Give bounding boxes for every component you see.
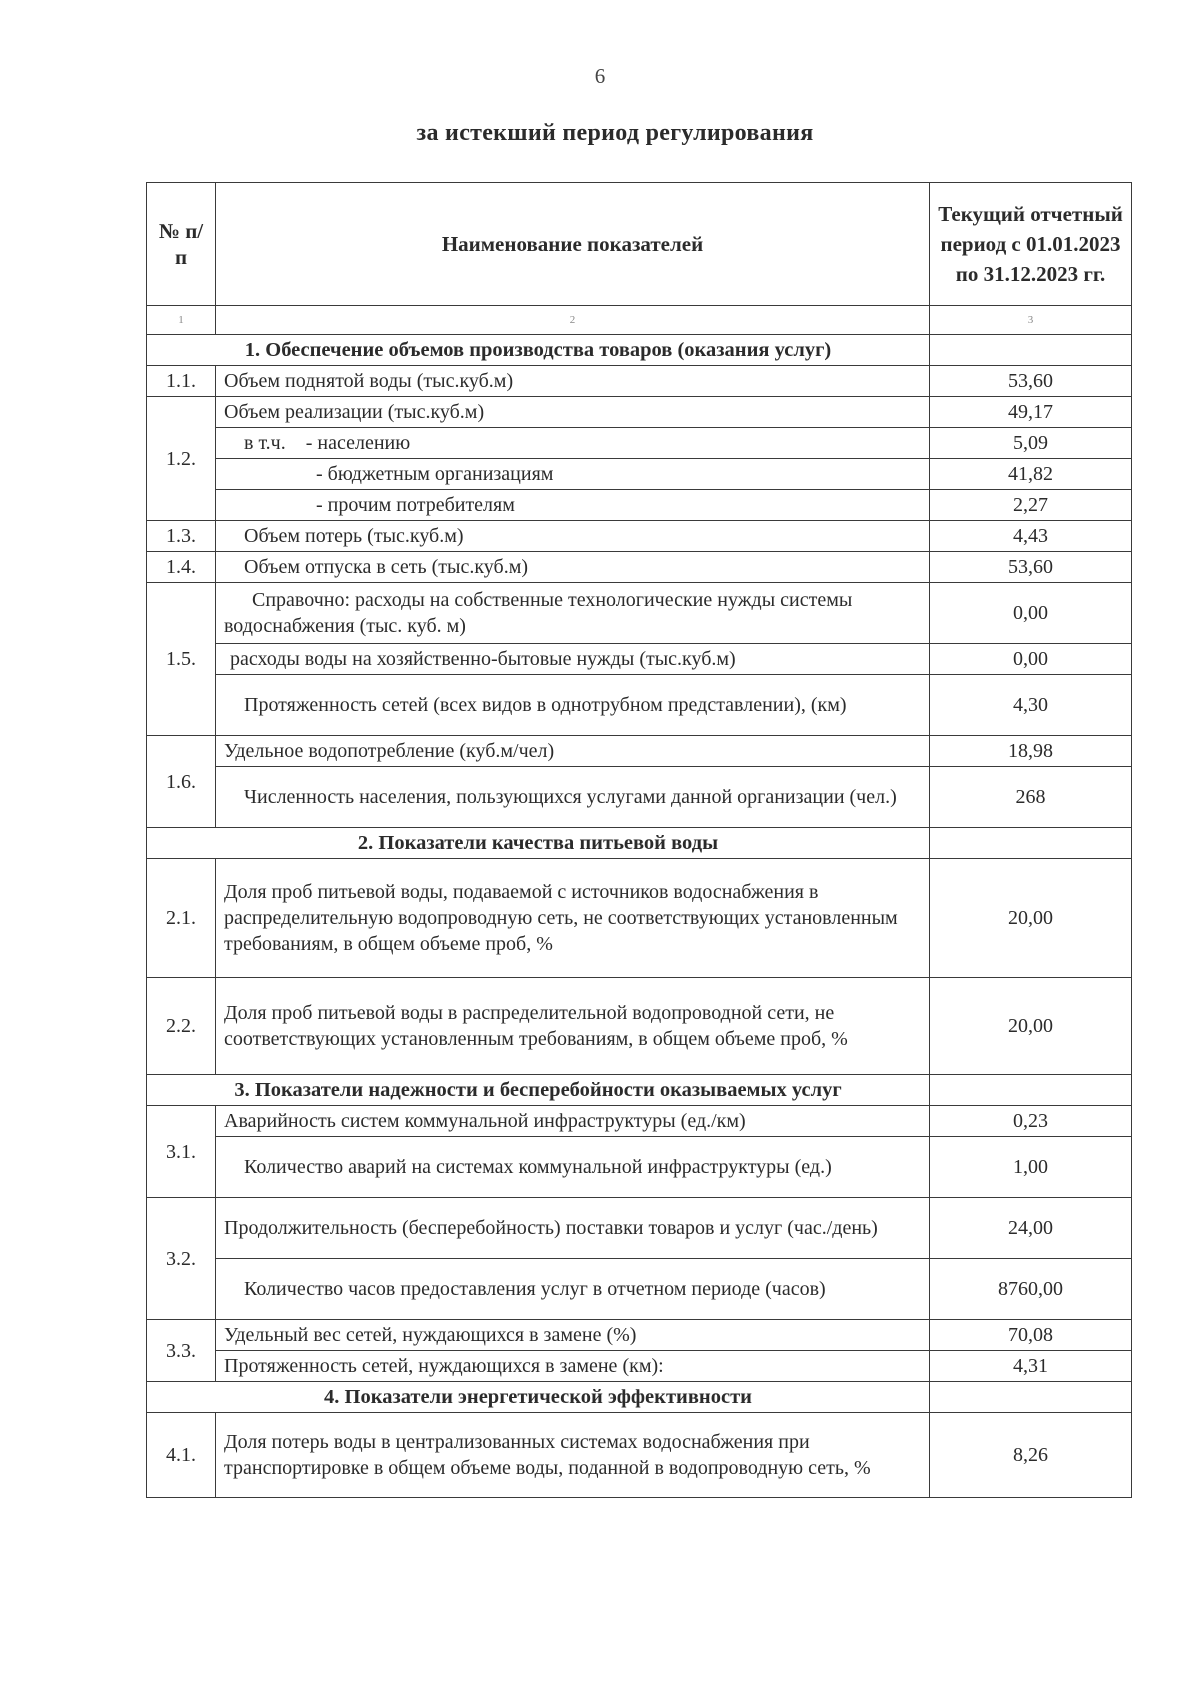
row-name: Объем отпуска в сеть (тыс.куб.м) [216, 552, 930, 583]
empty-cell [930, 828, 1132, 859]
row-value: 53,60 [930, 366, 1132, 397]
row-name: Продолжительность (бесперебойность) поставки товаров и услуг (час./день) [216, 1198, 930, 1259]
table-row [147, 459, 1132, 490]
page-number: 6 [594, 64, 606, 88]
table-header-row [147, 183, 1132, 306]
row-value: 8760,00 [930, 1259, 1132, 1320]
row-name: Удельный вес сетей, нуждающихся в замене (%) [216, 1320, 930, 1351]
table-row [147, 490, 1132, 521]
row-value: 0,00 [930, 583, 1132, 644]
row-name: Численность населения, пользующихся услугами данной организации (чел.) [216, 767, 930, 828]
row-value: 20,00 [930, 859, 1132, 978]
row-value: 18,98 [930, 736, 1132, 767]
row-num: 3.2. [147, 1198, 216, 1320]
table-row [147, 675, 1132, 736]
row-num: 2.1. [147, 859, 216, 978]
row-num: 1.5. [147, 583, 216, 736]
section-row [147, 335, 1132, 366]
document-heading: за истекший период регулирования [416, 120, 814, 146]
column-index-row [147, 306, 1132, 335]
table-row [147, 859, 1132, 978]
row-name: Удельное водопотребление (куб.м/чел) [216, 736, 930, 767]
row-name: Объем поднятой воды (тыс.куб.м) [216, 366, 930, 397]
row-value: 53,60 [930, 552, 1132, 583]
row-value: 41,82 [930, 459, 1132, 490]
empty-cell [930, 1075, 1132, 1106]
column-index: 1 [147, 306, 216, 335]
row-value: 268 [930, 767, 1132, 828]
row-num: 2.2. [147, 978, 216, 1075]
row-name: в т.ч. - населению [216, 428, 930, 459]
table-row [147, 736, 1132, 767]
row-num: 3.3. [147, 1320, 216, 1382]
section-row [147, 828, 1132, 859]
indicators-table [146, 182, 1132, 1498]
row-num: 1.6. [147, 736, 216, 828]
row-value: 5,09 [930, 428, 1132, 459]
row-value: 20,00 [930, 978, 1132, 1075]
table-row [147, 366, 1132, 397]
header-num: № п/п [147, 183, 216, 306]
row-num: 1.1. [147, 366, 216, 397]
table-row [147, 1351, 1132, 1382]
row-name: Объем реализации (тыс.куб.м) [216, 397, 930, 428]
table-row [147, 1106, 1132, 1137]
row-value: 70,08 [930, 1320, 1132, 1351]
table-row [147, 767, 1132, 828]
table-row [147, 428, 1132, 459]
column-index: 3 [930, 306, 1132, 335]
row-num: 4.1. [147, 1413, 216, 1498]
row-value: 8,26 [930, 1413, 1132, 1498]
row-name: Доля проб питьевой воды, подаваемой с источников водоснабжения в распределительную водопроводную сеть, не соответствующих установленным требованиям, в общем объеме проб, % [216, 859, 930, 978]
section-title: 4. Показатели энергетической эффективности [147, 1382, 930, 1413]
row-num: 1.4. [147, 552, 216, 583]
row-name: Количество часов предоставления услуг в отчетном периоде (часов) [216, 1259, 930, 1320]
row-name: расходы воды на хозяйственно-бытовые нужды (тыс.куб.м) [216, 644, 930, 675]
row-name: Доля проб питьевой воды в распределительной водопроводной сети, не соответствующих установленным требованиям, в общем объеме проб, % [216, 978, 930, 1075]
row-num: 1.3. [147, 521, 216, 552]
row-num: 1.2. [147, 397, 216, 521]
table-row [147, 1137, 1132, 1198]
table-row [147, 1413, 1132, 1498]
row-name: Количество аварий на системах коммунальной инфраструктуры (ед.) [216, 1137, 930, 1198]
row-num: 3.1. [147, 1106, 216, 1198]
table-row [147, 978, 1132, 1075]
row-name: - бюджетным организациям [216, 459, 930, 490]
row-name: Протяженность сетей (всех видов в однотрубном представлении), (км) [216, 675, 930, 736]
row-name: - прочим потребителям [216, 490, 930, 521]
section-title: 2. Показатели качества питьевой воды [147, 828, 930, 859]
table-row [147, 521, 1132, 552]
row-value: 4,31 [930, 1351, 1132, 1382]
row-value: 2,27 [930, 490, 1132, 521]
row-name: Объем потерь (тыс.куб.м) [216, 521, 930, 552]
table-row [147, 644, 1132, 675]
table-row [147, 583, 1132, 644]
table-row [147, 397, 1132, 428]
table-row [147, 1259, 1132, 1320]
header-name: Наименование показателей [216, 183, 930, 306]
table-row [147, 1198, 1132, 1259]
section-row [147, 1382, 1132, 1413]
row-name: Протяженность сетей, нуждающихся в замене (км): [216, 1351, 930, 1382]
row-name: Доля потерь воды в централизованных системах водоснабжения при транспортировке в общем объеме воды, поданной в водопроводную сеть, % [216, 1413, 930, 1498]
row-value: 0,23 [930, 1106, 1132, 1137]
row-value: 1,00 [930, 1137, 1132, 1198]
section-title: 3. Показатели надежности и бесперебойности оказываемых услуг [147, 1075, 930, 1106]
row-name: Справочно: расходы на собственные технологические нужды системы водоснабжения (тыс. куб. м) [216, 583, 930, 644]
row-value: 4,30 [930, 675, 1132, 736]
column-index: 2 [216, 306, 930, 335]
row-name: Аварийность систем коммунальной инфраструктуры (ед./км) [216, 1106, 930, 1137]
section-row [147, 1075, 1132, 1106]
table-row [147, 1320, 1132, 1351]
empty-cell [930, 335, 1132, 366]
row-value: 24,00 [930, 1198, 1132, 1259]
row-value: 4,43 [930, 521, 1132, 552]
table-row [147, 552, 1132, 583]
empty-cell [930, 1382, 1132, 1413]
row-value: 0,00 [930, 644, 1132, 675]
header-value: Текущий отчетный период с 01.01.2023 по 31.12.2023 гг. [930, 183, 1132, 306]
row-value: 49,17 [930, 397, 1132, 428]
section-title: 1. Обеспечение объемов производства товаров (оказания услуг) [147, 335, 930, 366]
